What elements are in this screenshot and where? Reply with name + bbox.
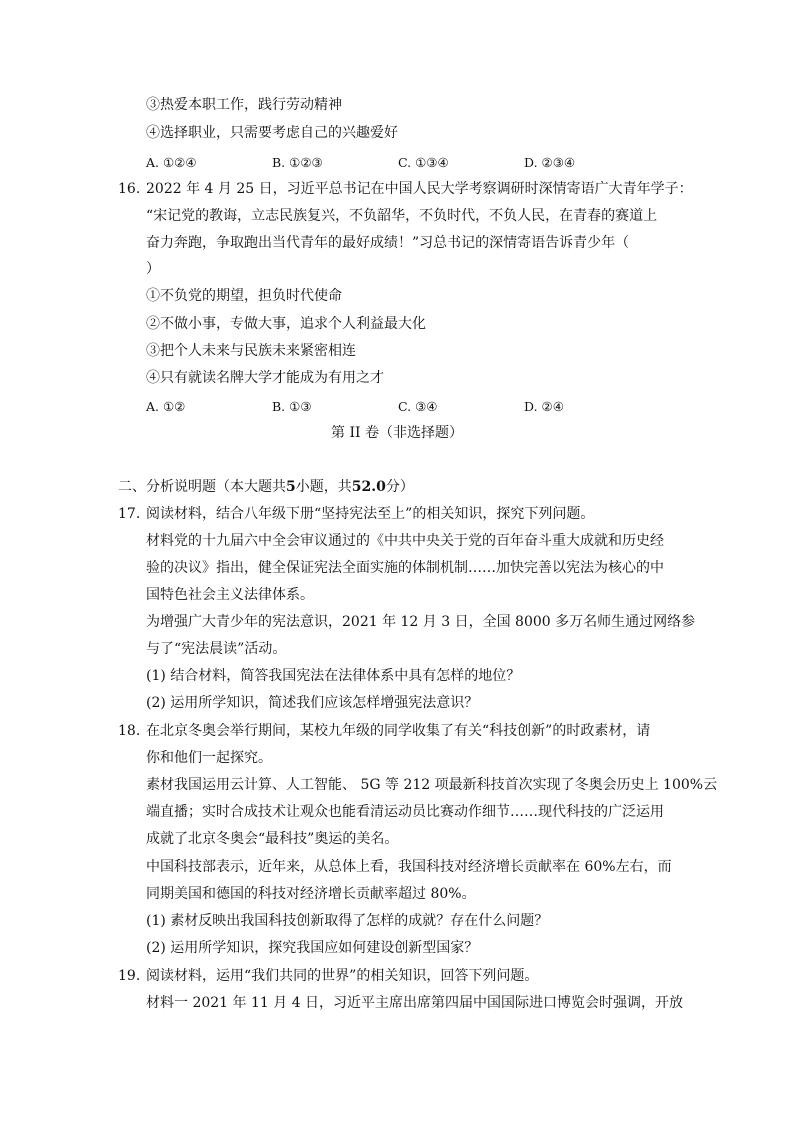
q18-line-4: 端直播；实时合成技术让观众也能看清运动员比赛动作细节……现代科技的广泛运用 (146, 804, 664, 820)
section-prefix: 二、分析说明题（本大题共 (118, 479, 286, 495)
q16-item-4: ④只有就读名牌大学才能成为有用之才 (146, 370, 384, 386)
q18-line-7: 同期美国和德国的科技对经济增长贡献率超过 80%。 (146, 886, 476, 902)
section-heading (118, 477, 414, 497)
q16-item-2: ②不做小事，专做大事，追求个人利益最大化 (146, 316, 426, 332)
q16-item-1: ①不负党的期望，担负时代使命 (146, 288, 342, 304)
q16-stem-line-1: 2022 年 4 月 25 日，习近平总书记在中国人民大学考察调研时深情寄语广大青年学子： (146, 181, 693, 197)
volume-title: 第 II 卷（非选择题） (331, 425, 463, 441)
section-mid: 小题，共 (295, 479, 352, 495)
q16-stem-line-4: ） (146, 261, 160, 277)
section-score: 52.0 (351, 479, 386, 495)
q18-line-5: 成就了北京冬奥会“最科技”奥运的美名。 (146, 831, 399, 847)
q19-line-1: 阅读材料，运用“我们共同的世界”的相关知识，回答下列问题。 (146, 968, 539, 984)
q17-subq-1: (1) 结合材料，简答我国宪法在法律体系中具有怎样的地位？ (146, 668, 521, 684)
q17-line-5: 为增强广大青少年的宪法意识，2021 年 12 月 3 日，全国 8000 多万名师生通过网络参 (146, 614, 696, 630)
q16-number: 16. (118, 181, 141, 197)
q17-subq-2: (2) 运用所学知识，简述我们应该怎样增强宪法意识？ (146, 695, 479, 711)
q18-number: 18. (118, 723, 141, 739)
q17-number: 17. (118, 506, 141, 522)
q17-line-1: 阅读材料，结合八年级下册“坚持宪法至上”的相关知识，探究下列问题。 (146, 506, 595, 522)
q18-subq-1: (1) 素材反映出我国科技创新取得了怎样的成就？存在什么问题？ (146, 913, 549, 929)
q15-choice-a: A. ①②④ (146, 155, 197, 170)
q16-choice-b: B. ①③ (272, 399, 312, 414)
q15-choice-c: C. ①③④ (398, 155, 449, 170)
q16-choices (146, 398, 706, 416)
q19-line-2: 材料一 2021 年 11 月 4 日，习近平主席出席第四届中国国际进口博览会时强调，开放 (146, 995, 684, 1011)
q18-line-2: 你和他们一起探究。 (146, 750, 272, 766)
q16-choice-c: C. ③④ (398, 399, 438, 414)
q16-choice-a: A. ①② (146, 399, 186, 414)
q16-stem-line-2: “宋记党的教诲，立志民族复兴，不负韶华，不负时代，不负人民，在青春的赛道上 (146, 208, 658, 224)
q17-line-6: 与了“宪法晨读”活动。 (146, 641, 287, 657)
q15-choice-d: D. ②③④ (524, 155, 576, 170)
q18-subq-2: (2) 运用所学知识，探究我国应如何建设创新型国家？ (146, 940, 479, 956)
q17-line-2: 材料党的十九届六中全会审议通过的《中共中央关于党的百年奋斗重大成就和历史经 (146, 533, 664, 549)
q16-item-3: ③把个人未来与民族未来紧密相连 (146, 343, 356, 359)
q16-choice-d: D. ②④ (524, 399, 564, 414)
q19-number: 19. (118, 968, 141, 984)
q18-line-3: 素材我国运用云计算、人工智能、 5G 等 212 项最新科技首次实现了冬奥会历史上 100%云 (146, 777, 718, 793)
q16-stem-line-3: 奋力奔跑，争取跑出当代青年的最好成绩！”习总书记的深情寄语告诉青少年（ (146, 235, 630, 251)
q18-line-6: 中国科技部表示，近年来，从总体上看，我国科技对经济增长贡献率在 60%左右，而 (146, 859, 672, 875)
q15-choices (146, 154, 706, 172)
q15-item-3: ③热爱本职工作，践行劳动精神 (146, 97, 342, 113)
q15-item-4: ④选择职业，只需要考虑自己的兴趣爱好 (146, 125, 398, 141)
q15-choice-b: B. ①②③ (272, 155, 323, 170)
q18-line-1: 在北京冬奥会举行期间，某校九年级的同学收集了有关“科技创新”的时政素材，请 (146, 723, 651, 739)
section-count: 5 (286, 479, 296, 495)
section-suffix: 分） (385, 479, 414, 495)
q17-line-4: 国特色社会主义法律体系。 (146, 587, 314, 603)
q17-line-3: 验的决议》指出，健全保证宪法全面实施的体制机制……加快完善以宪法为核心的中 (146, 560, 664, 576)
